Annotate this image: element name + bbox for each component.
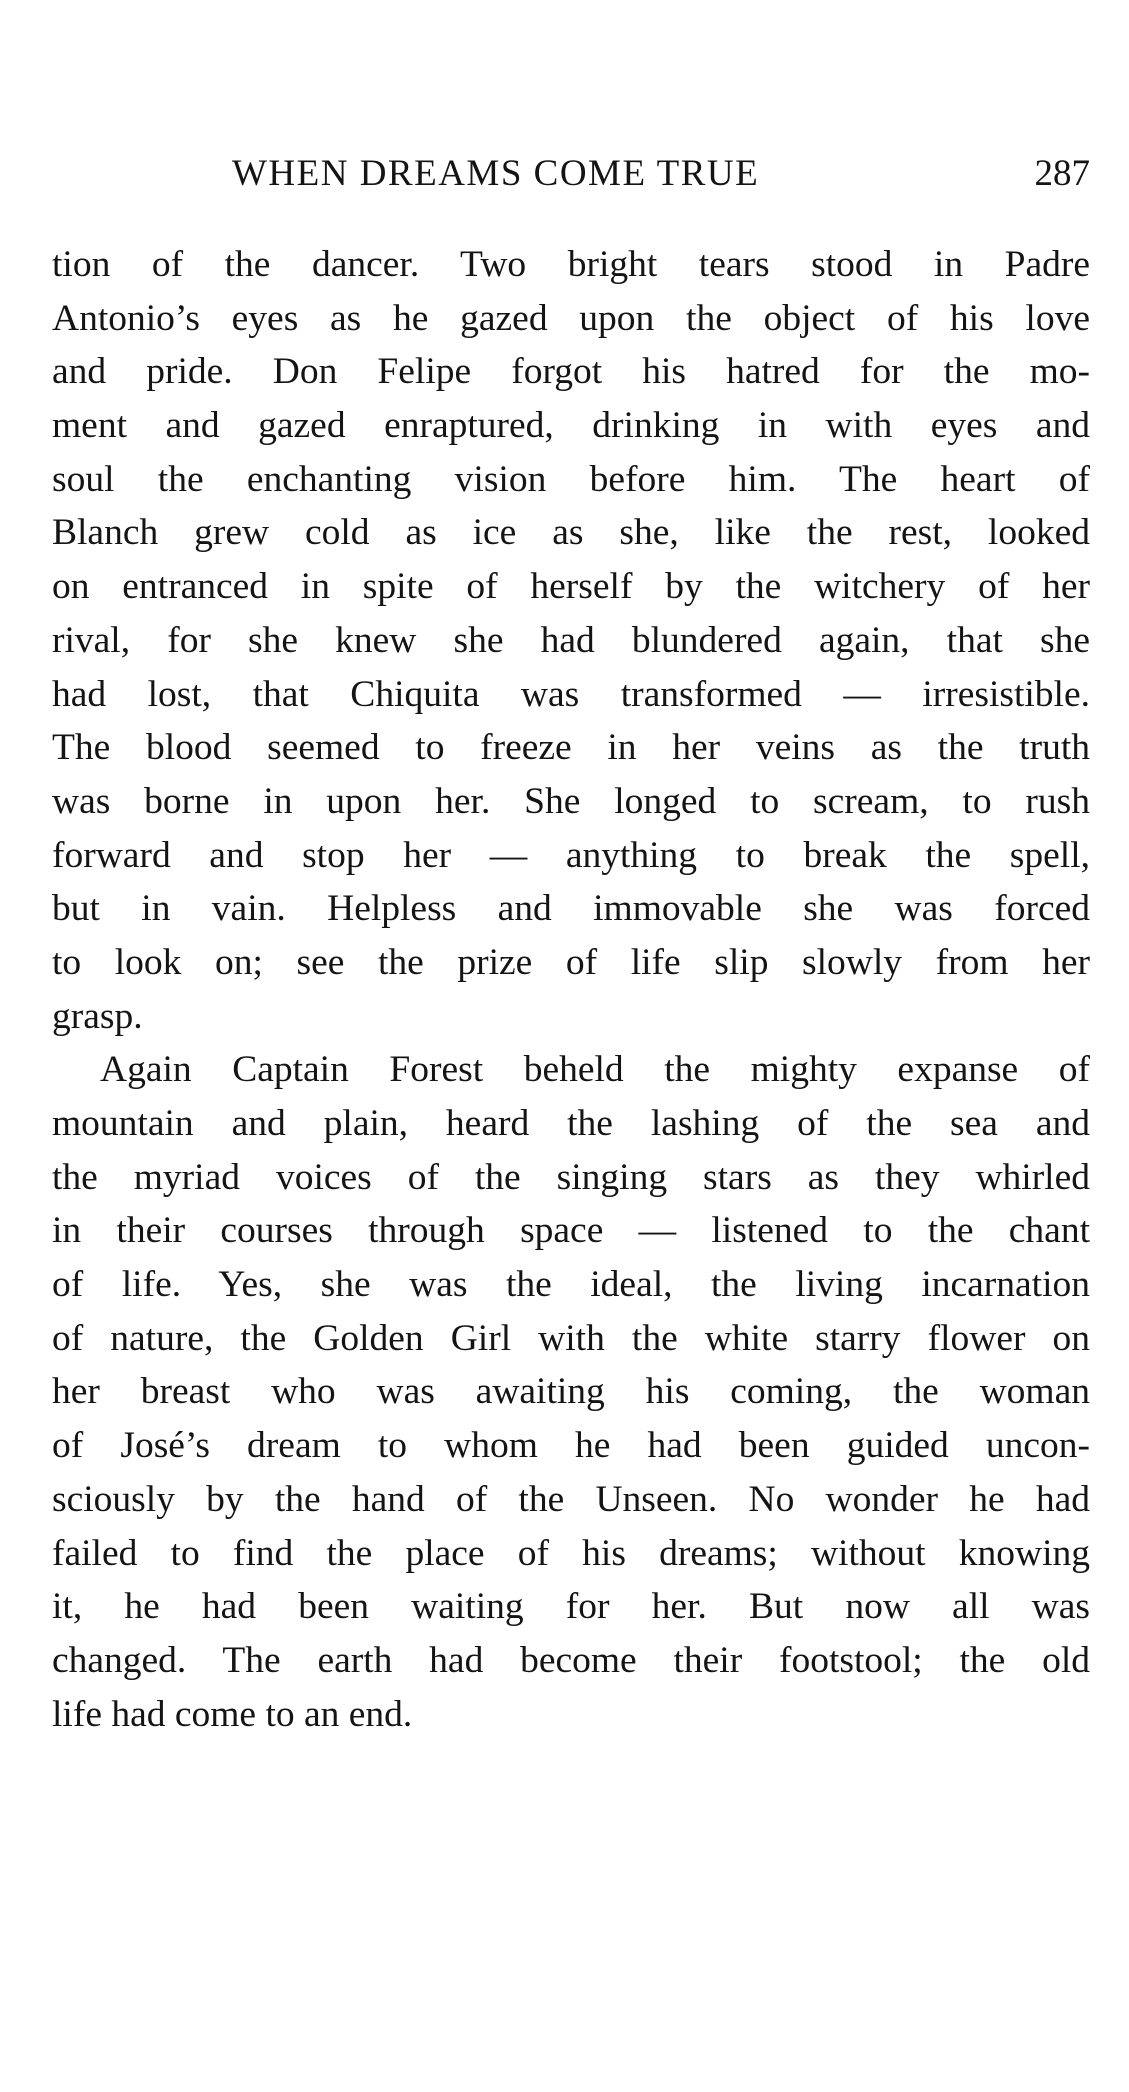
text-line: grasp. xyxy=(52,995,143,1037)
text-line: Antonio’s eyes as he gazed upon the object of his love xyxy=(52,297,1090,339)
body-text xyxy=(52,238,1090,1741)
text-line: in their courses through space — listened to the chant xyxy=(52,1210,1090,1252)
text-line: changed. The earth had become their footstool; the old xyxy=(52,1639,1090,1681)
text-line: Again Captain Forest beheld the mighty expanse of xyxy=(100,1049,1090,1091)
text-line: was borne in upon her. She longed to scream, to rush xyxy=(52,780,1090,822)
text-line: but in vain. Helpless and immovable she was forced xyxy=(52,888,1090,930)
text-line: The blood seemed to freeze in her veins as the truth xyxy=(52,727,1090,769)
text-line: of life. Yes, she was the ideal, the living incarnation xyxy=(52,1264,1090,1306)
text-line: the myriad voices of the singing stars as they whirled xyxy=(52,1156,1090,1198)
text-line: her breast who was awaiting his coming, the woman xyxy=(52,1371,1090,1413)
text-line: Blanch grew cold as ice as she, like the rest, looked xyxy=(52,512,1090,554)
text-line: mountain and plain, heard the lashing of the sea and xyxy=(52,1103,1090,1144)
page-number: 287 xyxy=(1034,153,1090,194)
text-line: to look on; see the prize of life slip slowly from her xyxy=(52,941,1090,983)
text-line: it, he had been waiting for her. But now all was xyxy=(52,1586,1090,1628)
running-head: WHEN DREAMS COME TRUE xyxy=(232,153,760,194)
page-header xyxy=(52,152,1090,200)
text-line: had lost, that Chiquita was transformed — irresistible. xyxy=(52,673,1090,715)
paragraph-1 xyxy=(52,238,1090,1043)
text-line: sciously by the hand of the Unseen. No wonder he had xyxy=(52,1478,1090,1520)
text-line: ment and gazed enraptured, drinking in with eyes and xyxy=(52,405,1090,447)
text-line: of nature, the Golden Girl with the white starry flower on xyxy=(52,1317,1090,1359)
text-line: on entranced in spite of herself by the witchery of her xyxy=(52,566,1090,608)
text-line: failed to find the place of his dreams; without knowing xyxy=(52,1532,1090,1574)
paragraph-2 xyxy=(52,1043,1090,1741)
text-line: soul the enchanting vision before him. The heart of xyxy=(52,458,1090,500)
text-line: tion of the dancer. Two bright tears stood in Padre xyxy=(52,244,1090,285)
text-line: rival, for she knew she had blundered again, that she xyxy=(52,619,1090,661)
text-line: of José’s dream to whom he had been guided uncon- xyxy=(52,1425,1090,1467)
text-line: forward and stop her — anything to break the spell, xyxy=(52,834,1090,876)
text-line: life had come to an end. xyxy=(52,1693,413,1735)
text-line: and pride. Don Felipe forgot his hatred for the mo- xyxy=(52,351,1090,393)
